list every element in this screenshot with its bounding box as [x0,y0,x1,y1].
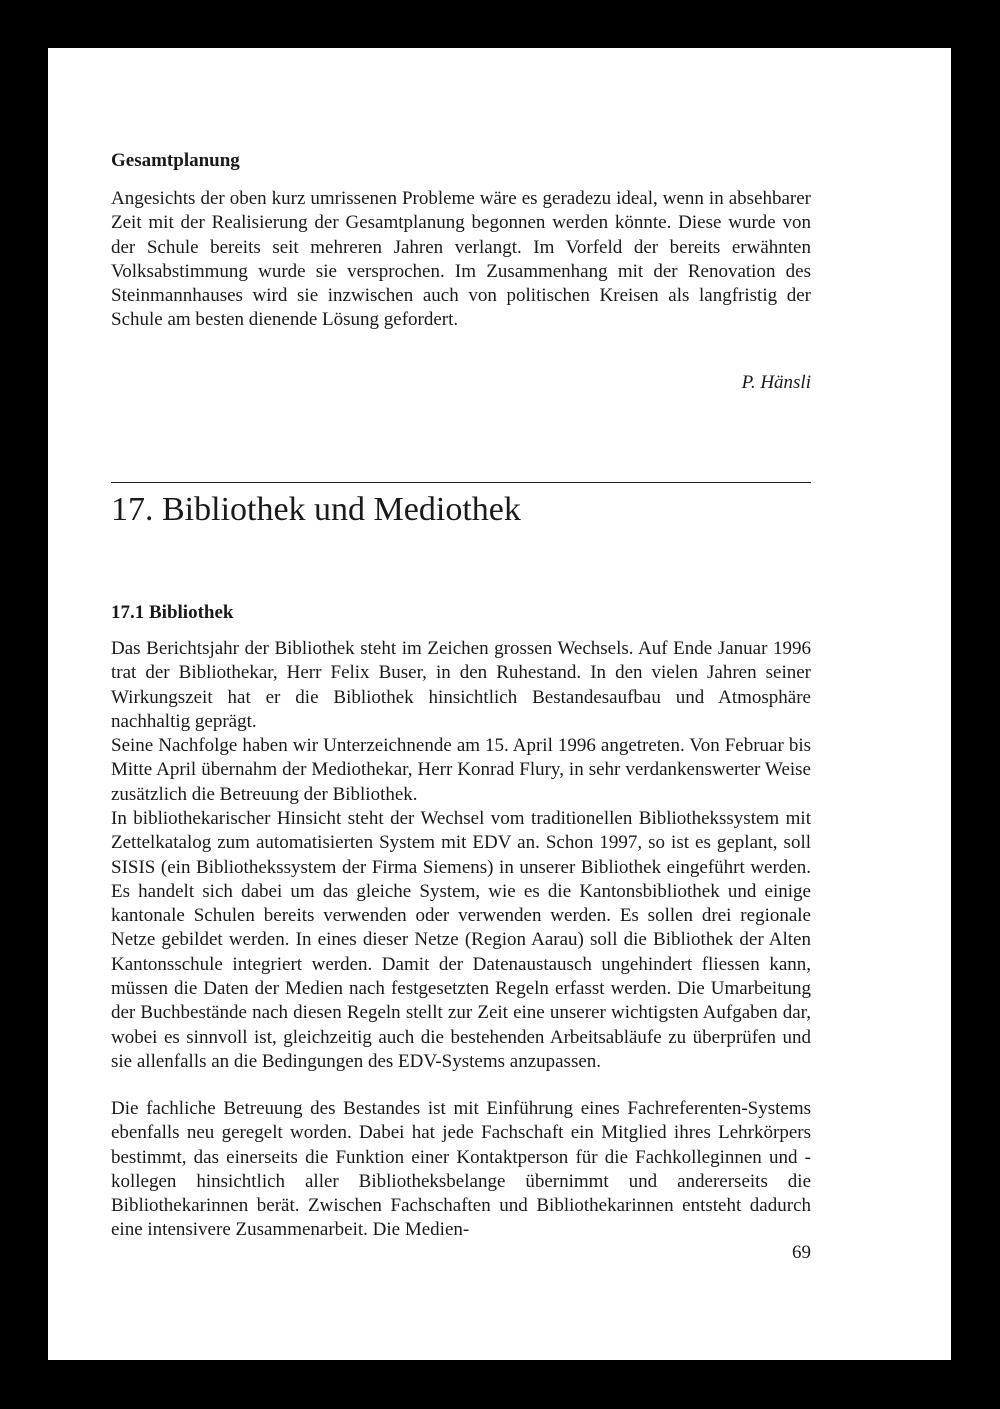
paragraph-bibliothek-1: Das Berichtsjahr der Bibliothek steht im Zeichen grossen Wechsels. Auf Ende Januar 1996 trat der Bibliothekar, Herr Felix Buser, in den Ruhestand. In den vielen Jahren seiner Wirkungszeit hat er die Bibliothek hinsichtlich Bestandesaufbau und Atmosphäre nachhaltig geprägt. [111,638,811,732]
chapter-divider [111,482,811,483]
heading-bibliothek: 17.1 Bibliothek [111,602,234,623]
paragraph-bibliothek-2: Seine Nachfolge haben wir Unterzeichnende am 15. April 1996 angetreten. Von Februar bis Mitte April übernahm der Mediothekar, Herr Konrad Flury, in sehr verdankenswerter Weise zusätzlich die Betreuung der Bibliothek. [111,735,811,805]
author-signature: P. Hänsli [741,372,811,393]
chapter-title: 17. Bibliothek und Mediothek [111,491,521,528]
document-page [48,48,951,1360]
page-number: 69 [792,1242,811,1263]
paragraph-gesamtplanung: Angesichts der oben kurz umrissenen Probleme wäre es geradezu ideal, wenn in absehbarer Zeit mit der Realisierung der Gesamtplanung begonnen werden könnte. Diese wurde von der Schule bereits seit mehreren Jahren verlangt. Im Vorfeld der bereits erwähnten Volksabstimmung wurde sie versprochen. Im Zusammenhang mit der Renovation des Steinmannhauses wird sie inzwischen auch von politischen Kreisen als langfristig der Schule am besten dienende Lösung gefordert. [111,188,811,331]
paragraph-bibliothek-4: Die fachliche Betreuung des Bestandes ist mit Einführung eines Fachreferenten-Systems ebenfalls neu geregelt worden. Dabei hat jede Fachschaft ein Mitglied ihres Lehrkörpers bestimmt, das einerseits die Funktion einer Kontaktperson für die Fachkolleginnen und -kollegen hinsichtlich aller Bibliotheksbelange übernimmt und andererseits die Bibliothekarinnen berät. Zwischen Fachschaften und Bibliothekarinnen entsteht dadurch eine intensivere Zusammenarbeit. Die Medien- [111,1098,811,1241]
paragraph-bibliothek-3: In bibliothekarischer Hinsicht steht der Wechsel vom traditionellen Bibliothekssystem mit Zettelkatalog zum automatisierten System mit EDV an. Schon 1997, so ist es geplant, soll SISIS (ein Bibliothekssystem der Firma Siemens) in unserer Bibliothek eingeführt werden. Es handelt sich dabei um das gleiche System, wie es die Kantonsbibliothek und einige kantonale Schulen bereits verwenden oder verwenden werden. Es sollen drei regionale Netze gebildet werden. In eines dieser Netze (Region Aarau) soll die Bibliothek der Alten Kantonsschule integriert werden. Damit der Datenaustausch ungehindert fliessen kann, müssen die Daten der Medien nach festgesetzten Regeln erfasst werden. Die Umarbeitung der Buchbestände nach diesen Regeln stellt zur Zeit eine unserer wichtigsten Aufgaben dar, wobei es sinnvoll ist, gleichzeitig auch die bestehenden Arbeitsabläufe zu überprüfen und sie allenfalls an die Bedingungen des EDV-Systems anzupassen. [111,808,811,1072]
heading-gesamtplanung: Gesamtplanung [111,150,240,171]
